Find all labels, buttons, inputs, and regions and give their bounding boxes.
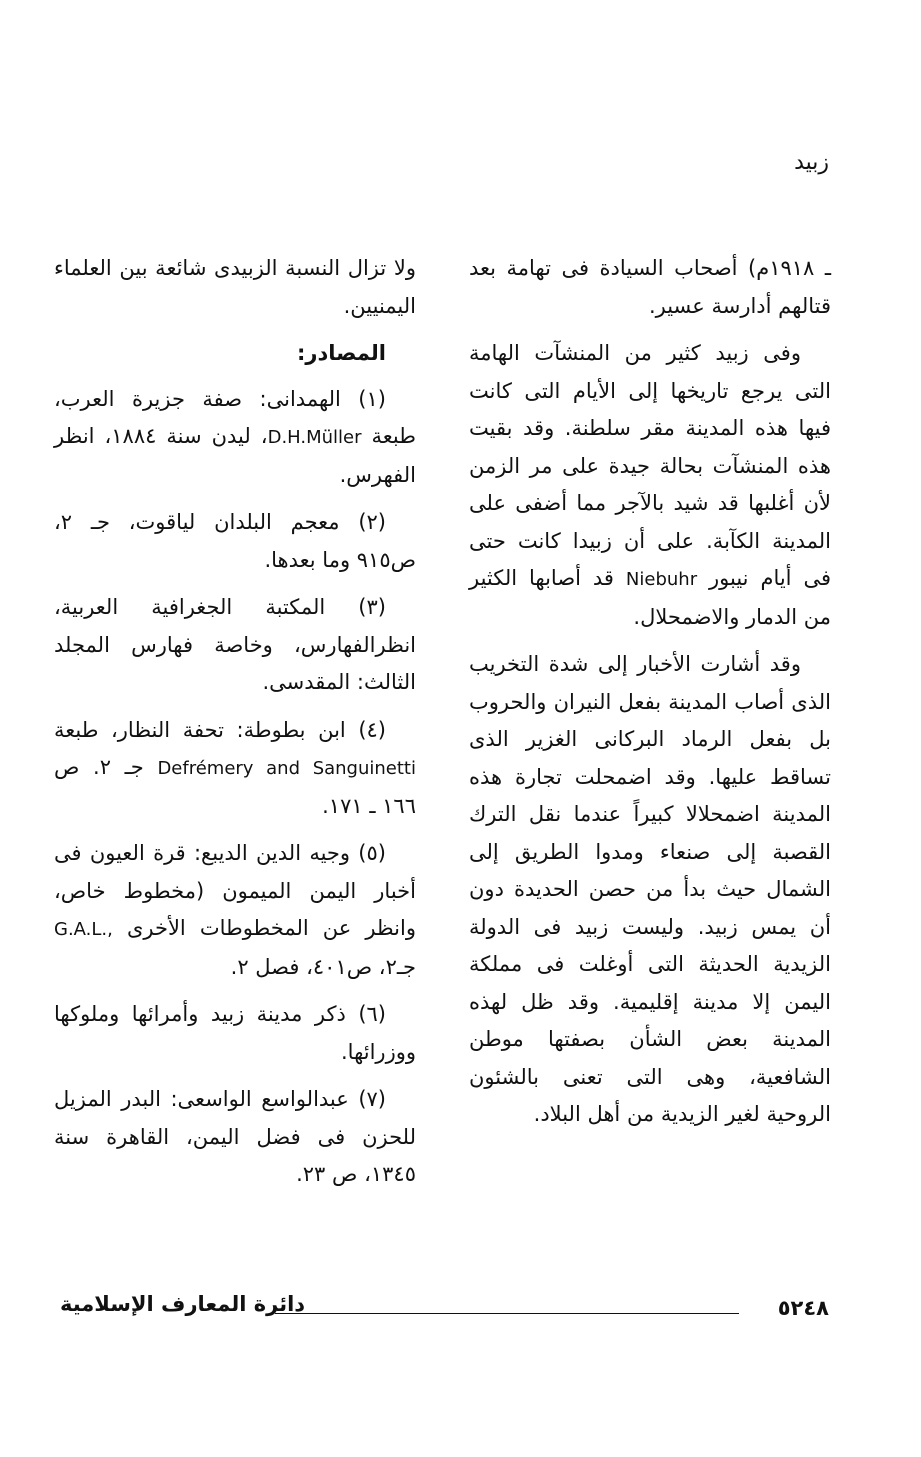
latin-niebuhr: Niebuhr	[625, 569, 698, 590]
source-5-text: (٥) وجيه الدين الديبع: قرة العيون فى أخبار اليمن الميمون (مخطوط خاص، وانظر عن المخطوطات الأخرى	[54, 841, 416, 940]
source-4-text: (٤) ابن بطوطة: تحفة النظار، طبعة	[54, 717, 386, 742]
latin-gal: G.A.L.,	[54, 919, 113, 940]
page-number: ٥٢٤٨	[777, 1296, 829, 1320]
source-2: (٢) معجم البلدان لياقوت، جـ ٢، ص٩١٥ وما بعدها.	[54, 510, 416, 572]
latin-defremery: Defrémery and Sanguinetti	[157, 758, 416, 779]
source-1	[54, 381, 416, 495]
paragraph-decline: وقد أشارت الأخبار إلى شدة التخريب الذى أصاب المدينة بفعل النيران والحروب بل بفعل الرماد البركانى الغزير الذى تساقط عليها. وقد اضمحلت تجارة هذه المدينة اضمحلالا كبيراً عندما نقل الترك القصبة إلى صنعاء ومدوا الطريق إلى الشمال حيث بدأ من حصن الحديدة دون أن يمس زبيد. وليست زبيد فى الدولة الزيدية الحديثة التى أوغلت فى مملكة اليمن إلا مدينة إقليمية. وقد ظل لهذه المدينة بعض الشأن بصفتها موطن الشافعية، وهى التى تعنى بالشئون الروحية لغير الزيدية من أهل البلاد.	[469, 652, 831, 1126]
source-4-end: جـ ٢. ص ١٦٦ ـ ١٧١.	[54, 755, 416, 818]
source-5-end: جـ٢، ص٤٠١، فصل ٢.	[230, 954, 416, 979]
running-head: زبيد	[794, 150, 829, 175]
source-3: (٣) المكتبة الجغرافية العربية، انظرالفهارس، وخاصة فهارس المجلد الثالث: المقدسى.	[54, 595, 416, 694]
source-6: (٦) ذكر مدينة زبيد وأمرائها وملوكها ووزرائها.	[54, 1002, 416, 1064]
paragraph-buildings-end: قد أصابها الكثير من الدمار والاضمحلال.	[469, 566, 831, 629]
sources-heading: المصادر:	[296, 341, 386, 365]
source-5	[54, 835, 416, 986]
footer-rule	[275, 1313, 739, 1314]
footer-journal-title: دائرة المعارف الإسلامية	[60, 1292, 306, 1316]
source-1-text: (١) الهمدانى: صفة جزيرة العرب، طبعة	[54, 386, 416, 448]
paragraph-sovereignty: ـ ١٩١٨م) أصحاب السيادة فى تهامة بعد قتالهم أدارسة عسير.	[469, 256, 831, 318]
left-column	[54, 250, 416, 1204]
paragraph-buildings-text: وفى زبيد كثير من المنشآت الهامة التى يرجع تاريخها إلى الأيام التى كانت فيها هذه المدينة مقر سلطنة. وقد بقيت هذه المنشآت بحالة جيدة على مر الزمن لأن أغلبها قد شيد بالآجر مما أضفى على المدينة الكآبة. على أن زبيدا كانت حتى فى أيام نيبور	[469, 341, 831, 590]
source-1-end: ، ليدن سنة ١٨٨٤، انظر الفهرس.	[54, 424, 416, 487]
latin-muller: D.H.Müller	[267, 427, 362, 448]
page-footer	[60, 1292, 829, 1332]
right-column	[469, 250, 831, 1144]
paragraph-buildings	[469, 335, 831, 636]
source-7: (٧) عبدالواسع الواسعى: البدر المزيل للحزن فى فضل اليمن، القاهرة سنة ١٣٤٥، ص ٢٣.	[54, 1087, 416, 1186]
paragraph-nisba: ولا تزال النسبة الزبيدى شائعة بين العلماء اليمنيين.	[54, 256, 416, 318]
source-4	[54, 712, 416, 826]
